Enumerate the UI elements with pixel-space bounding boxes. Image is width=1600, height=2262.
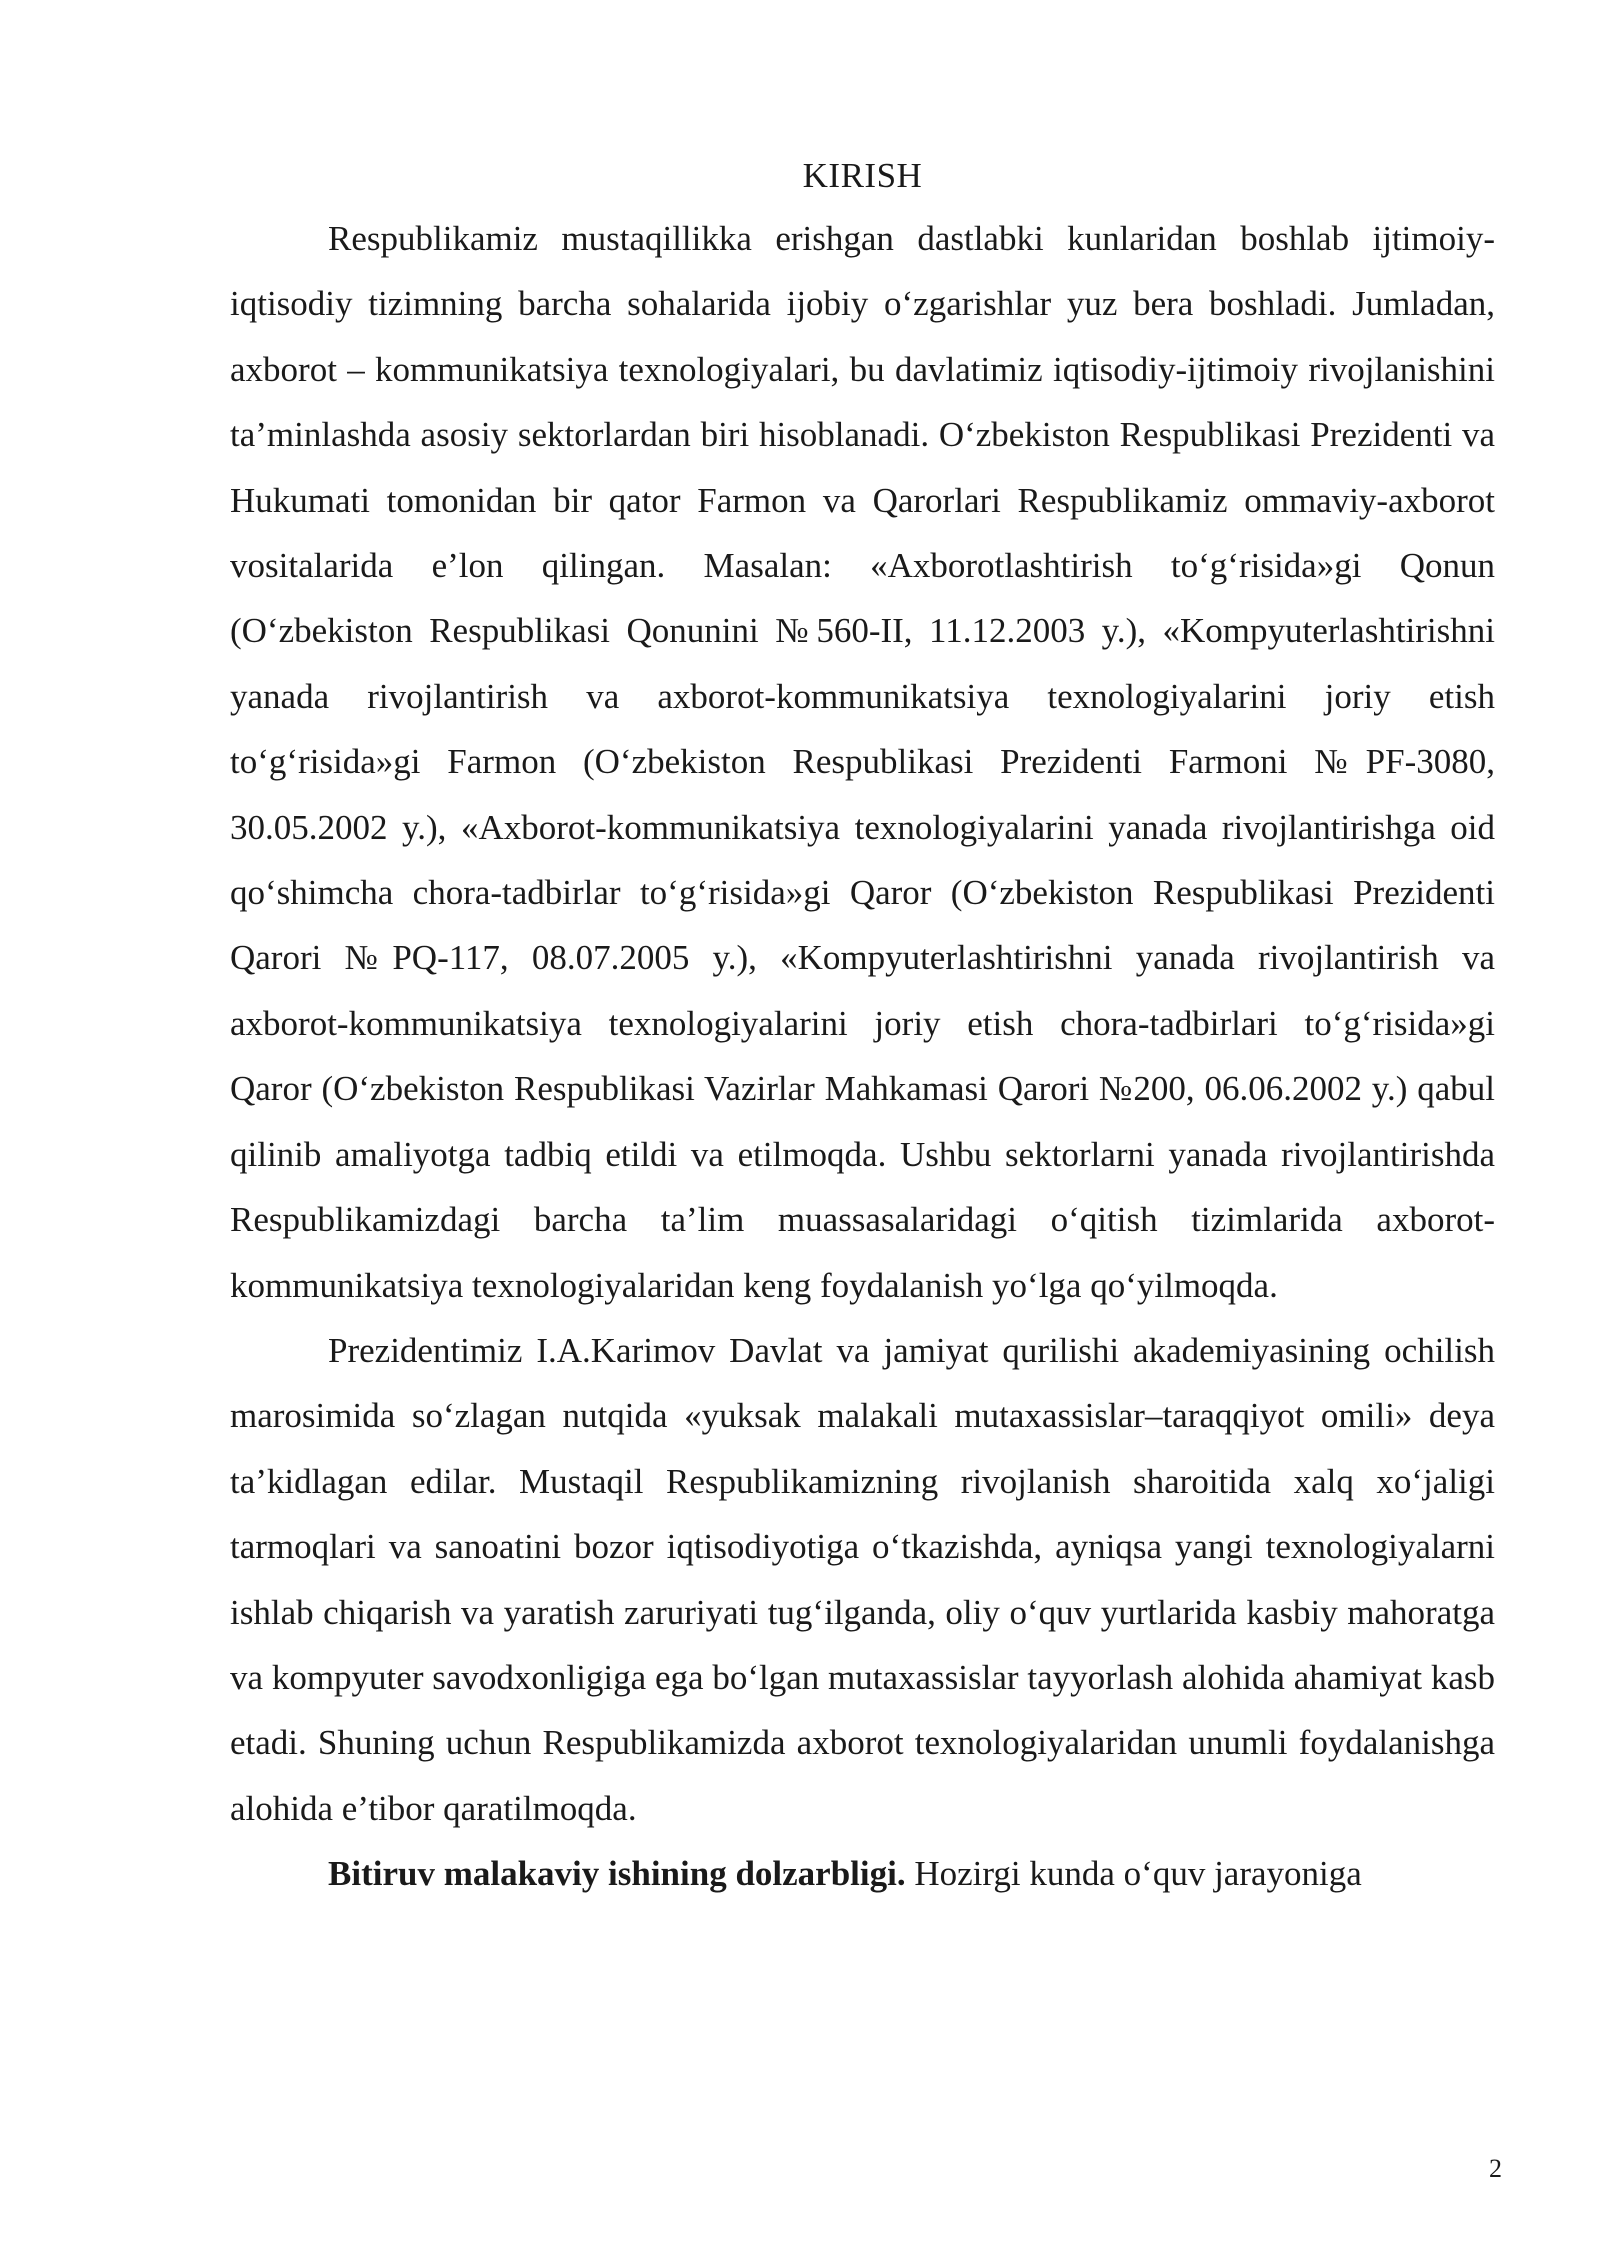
paragraph-lead-bold: Bitiruv malakaviy ishining dolzarbligi. xyxy=(328,1854,906,1894)
paragraph-relevance xyxy=(230,1841,1495,1906)
document-body xyxy=(230,150,1495,1907)
page-number: 2 xyxy=(1489,2154,1502,2183)
section-heading: KIRISH xyxy=(802,156,923,195)
paragraph-text: Prezidentimiz I.A.Karimov Davlat va jamiyat qurilishi akademiyasining ochilish marosimida so‘zlagan nutqida «yuksak malakali mutaxassislar–taraqqiyot omili» deya ta’kidlagan edilar. Mustaqil Respublikamizning rivojlanish sharoitida xalq xo‘jaligi tarmoqlari va sanoatini bozor iqtisodiyotiga o‘tkazishda, ayniqsa yangi texnologiyalarni ishlab chiqarish va yaratish zaruriyati tug‘ilganda, oliy o‘quv yurtlarida kasbiy mahoratga va kompyuter savodxonligiga ega bo‘lgan mutaxassislar tayyorlash alohida ahamiyat kasb etadi. Shuning uchun Respublikamizda axborot texnologiyalaridan unumli foydalanishga alohida e’tibor qaratilmoqda. xyxy=(230,1330,1495,1828)
paragraph-text: Respublikamiz mustaqillikka erishgan dastlabki kunlaridan boshlab ijtimoiy-iqtisodiy tizimning barcha sohalarida ijobiy o‘zgarishlar yuz bera boshladi. Jumladan, axborot – kommunikatsiya texnologiyalari, bu davlatimiz iqtisodiy-ijtimoiy rivojlanishini ta’minlashda asosiy sektorlardan biri hisoblanadi. O‘zbekiston Respublikasi Prezidenti va Hukumati tomonidan bir qator Farmon va Qarorlari Respublikamiz ommaviy-axborot vositalarida e’lon qilingan. Masalan: «Axborotlashtirish to‘g‘risida»gi Qonun (O‘zbekiston Respublikasi Qonunini №560-II, 11.12.2003 y.), «Kompyuterlashtirishni yanada rivojlantirish va axborot-kommunikatsiya texnologiyalarini joriy etish to‘g‘risida»gi Farmon (O‘zbekiston Respublikasi Prezidenti Farmoni №PF-3080, 30.05.2002 y.), «Axborot-kommunikatsiya texnologiyalarini yanada rivojlantirishga oid qo‘shimcha chora-tadbirlar to‘g‘risida»gi Qaror (O‘zbekiston Respublikasi Prezidenti Qarori №PQ-117, 08.07.2005 y.), «Kompyuterlashtirishni yanada rivojlantirish va axborot-kommunikatsiya texnologiyalarini joriy etish chora-tadbirlari to‘g‘risida»gi Qaror (O‘zbekiston Respublikasi Vazirlar Mahkamasi Qarori №200, 06.06.2002 y.) qabul qilinib amaliyotga tadbiq etildi va etilmoqda. Ushbu sektorlarni yanada rivojlantirishda Respublikamizdagi barcha ta’lim muassasalaridagi o‘qitish tizimlarida axborot-kommunikatsiya texnologiyalaridan keng foydalanish yo‘lga qo‘yilmoqda. xyxy=(230,219,1495,1305)
paragraph-president xyxy=(230,1318,1495,1841)
paragraph-text: Hozirgi kunda o‘quv jarayoniga xyxy=(905,1854,1362,1894)
paragraph-intro xyxy=(230,206,1495,1318)
